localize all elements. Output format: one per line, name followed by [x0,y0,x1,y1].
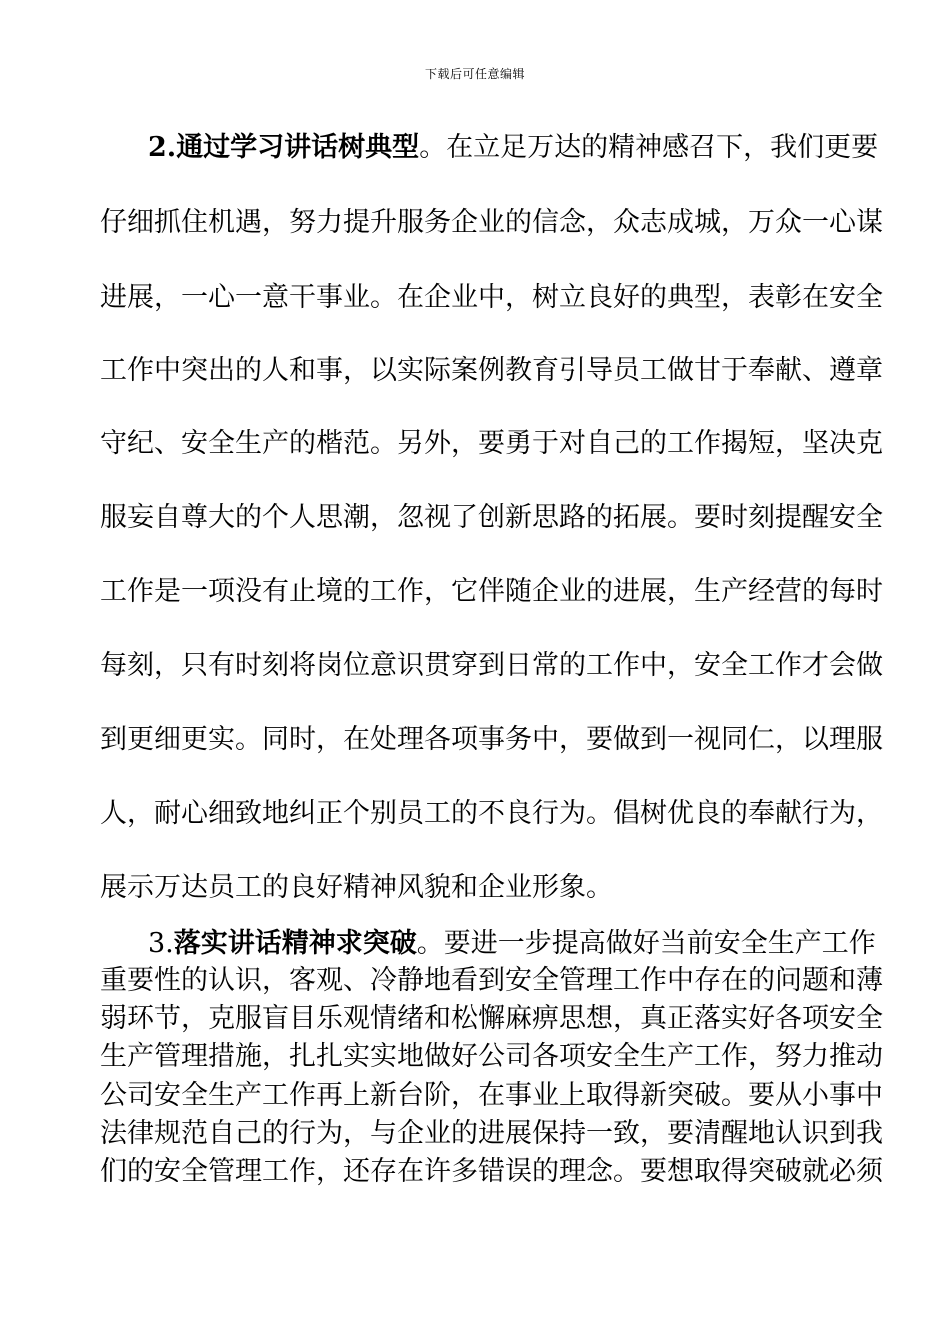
paragraph-line: 每刻，只有时刻将岗位意识贯穿到日常的工作中，安全工作才会做 [100,650,883,681]
paragraph-line: 法律规范自己的行为，与企业的进展保持一致，要清醒地认识到我 [100,1118,883,1149]
section-3-line-text: 。要进一步提高做好当前安全生产工作 [416,928,876,959]
section-2-line-text: 。在立足万达的精神感召下，我们更要 [419,132,879,163]
paragraph-line: 生产管理措施，扎扎实实地做好公司各项安全生产工作，努力推动 [100,1041,883,1072]
section-2-number: 2. [148,132,177,163]
section-3-number: 3. [148,928,174,959]
paragraph-line: 工作是一项没有止境的工作，它伴随企业的进展，生产经营的每时 [100,576,883,607]
paragraph-line: 服妄自尊大的个人思潮，忽视了创新思路的拓展。要时刻提醒安全 [100,502,883,533]
paragraph-line: 人，耐心细致地纠正个别员工的不良行为。倡树优良的奉献行为， [100,798,883,829]
paragraph-line: 们的安全管理工作，还存在许多错误的理念。要想取得突破就必须 [100,1156,883,1187]
page-header: 下载后可任意编辑 [424,67,525,81]
paragraph-line: 进展，一心一意干事业。在企业中，树立良好的典型，表彰在安全 [100,282,883,313]
section-3-first-line [148,928,876,969]
paragraph-line: 重要性的认识，客观、冷静地看到安全管理工作中存在的问题和薄 [100,965,883,996]
section-2-heading: 通过学习讲话树典型 [176,132,420,163]
section-2-first-line [148,132,879,208]
paragraph-line: 守纪、安全生产的楷范。另外，要勇于对自己的工作揭短，坚决克 [100,428,883,459]
paragraph-line: 展示万达员工的良好精神风貌和企业形象。 [100,872,613,903]
paragraph-line: 弱环节，克服盲目乐观情绪和松懈麻痹思想，真正落实好各项安全 [100,1003,883,1034]
section-3-heading: 落实讲话精神求突破 [173,928,417,959]
paragraph-line: 公司安全生产工作再上新台阶，在事业上取得新突破。要从小事中 [100,1080,883,1111]
paragraph-line: 仔细抓住机遇，努力提升服务企业的信念，众志成城，万众一心谋 [100,207,883,238]
paragraph-line: 工作中突出的人和事，以实际案例教育引导员工做甘于奉献、遵章 [100,355,883,386]
paragraph-line: 到更细更实。同时，在处理各项事务中，要做到一视同仁，以理服 [100,724,883,755]
